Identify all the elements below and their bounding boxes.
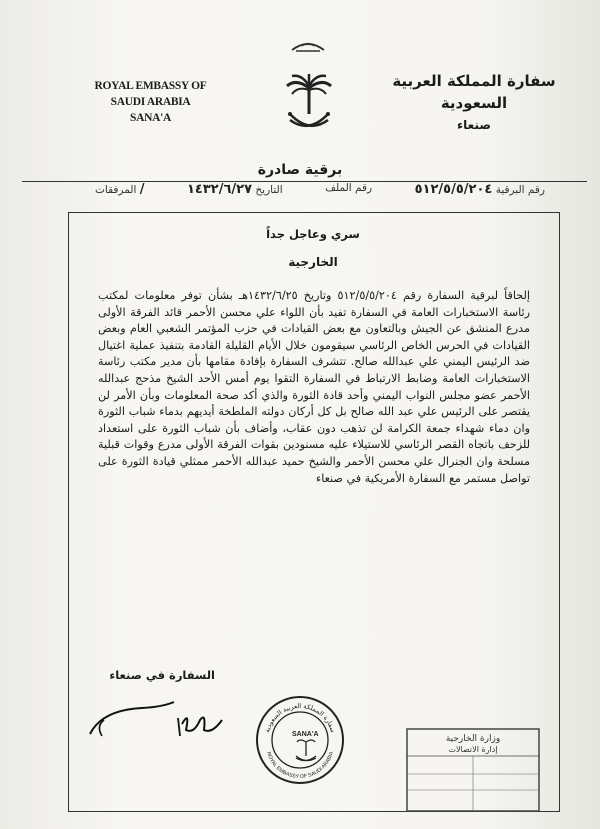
top-emblem-icon bbox=[288, 36, 328, 54]
attachments-label: المرفقات bbox=[95, 184, 137, 196]
cable-date bbox=[187, 182, 283, 197]
cable-number-label: رقم البرقية bbox=[495, 184, 545, 196]
embassy-name-en-line1: ROYAL EMBASSY OF SAUDI ARABIA bbox=[94, 80, 207, 108]
palm-swords-crest-icon bbox=[284, 72, 334, 134]
handwritten-signature bbox=[82, 690, 232, 750]
embassy-seal bbox=[254, 694, 346, 786]
seal-text-ar: سفارة المملكة العربية السعودية bbox=[262, 701, 338, 734]
stamp-line1: وزارة الخارجية bbox=[445, 734, 501, 744]
embassy-name-ar bbox=[390, 70, 558, 136]
file-number-label: رقم الملف bbox=[325, 182, 373, 194]
classification-label: سري وعاجل جداً bbox=[266, 227, 360, 241]
cable-title: برقية صادرة bbox=[257, 162, 343, 178]
embassy-name-ar-line1: سفارة المملكة العربية السعودية bbox=[392, 72, 556, 112]
attachments-value: / bbox=[139, 182, 145, 197]
embassy-city-ar: صنعاء bbox=[457, 118, 491, 132]
stamp-frame bbox=[406, 728, 540, 812]
attachments bbox=[95, 182, 145, 197]
embassy-city-en: SANA'A bbox=[129, 112, 171, 124]
cable-body-text: إلحاقاً لبرقية السفارة رقم ٥١٢/٥/٥/٢٠٤ وتاريخ ١٤٣٢/٦/٢٥هـ بشأن توفر معلومات لمكتب رئاسة الاستخبارات العامة في السفارة تفيد بأن اللواء علي محسن الأحمر قائد الفرقة الأولى مدرع المنشق عن الجيش وبالتعاون مع بعض القيادات في حزب المؤتمر الشعبي العام وبعض القيادات في الحرس الخاص الرئاسي سيقومون خلال الأيام القليلة القادمة بتنفيذ عملية اغتيال ضد الرئيس اليمني علي عبدالله صالح. تتشرف السفارة بإفادة مقامها بأن مدير مكتب رئاسة الاستخبارات العامة وضابط الارتباط في السفارة التقوا يوم أمس الأحد الشيخ مذحج عبدالله الأحمر عضو مجلس النواب اليمني وأحد قادة الثورة والذي أكد صحة المعلومات وبأن الأمر لن يقتصر على الرئيس علي عبد الله صالح بل كل أركان دولته الملطخة أيديهم بدماء شباب الثورة وان دماء شهداء جمعة الكرامة لن تذهب دون عقاب، وأضاف بأن شباب الثورة على استعداد للزحف باتجاه القصر الرئاسي للاستيلاء عليه مسنودين بقوات الفرقة الأولى مدرع وقوات قبلية مسلحة وان الجنرال علي محسن الأحمر والشيخ حميد عبدالله الأحمر ممثلي قيادة الثورة على تواصل مستمر مع السفارة الأمريكية في صنعاء bbox=[98, 289, 530, 485]
date-label: التاريخ bbox=[255, 184, 283, 196]
recipient-label: الخارجية bbox=[288, 255, 338, 269]
cable-number-value: ٥١٢/٥/٥/٢٠٤ bbox=[414, 182, 493, 197]
cable-number bbox=[415, 182, 545, 197]
seal-city: SANA'A bbox=[292, 731, 319, 738]
seal-text-en: ROYAL EMBASSY OF SAUDI ARABIA bbox=[265, 751, 335, 781]
stamp-line2: إدارة الاتصالات bbox=[448, 745, 498, 754]
date-value: ١٤٣٢/٦/٢٧ bbox=[187, 182, 253, 197]
ministry-received-stamp bbox=[406, 728, 540, 812]
closing-signature-line: السفارة في صنعاء bbox=[109, 668, 215, 682]
cable-meta-row bbox=[95, 182, 545, 197]
embassy-name-en bbox=[78, 78, 223, 126]
